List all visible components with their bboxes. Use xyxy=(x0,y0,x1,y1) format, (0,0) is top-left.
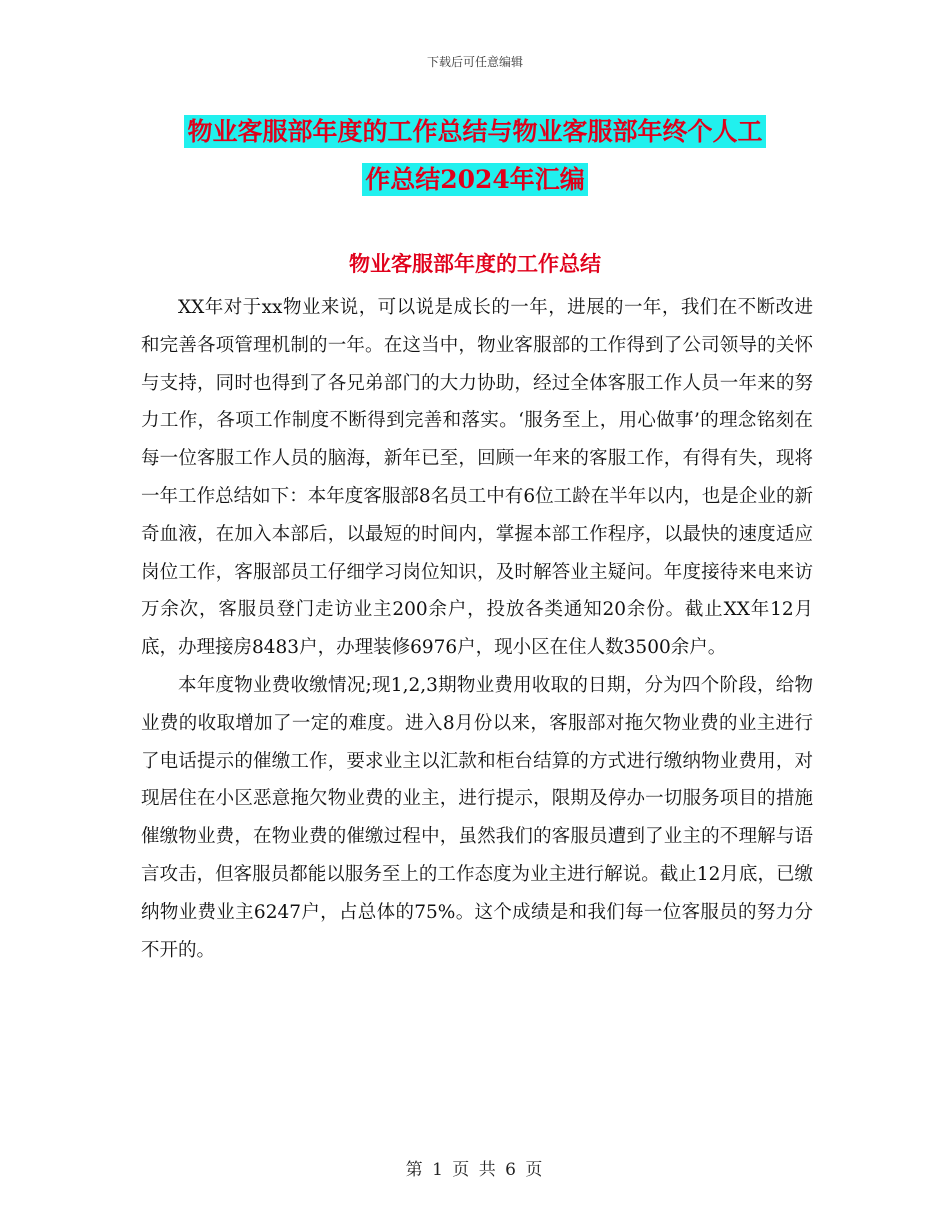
document-title-line-2-text: 作总结2024年汇编 xyxy=(362,163,588,196)
section-heading: 物业客服部年度的工作总结 xyxy=(349,251,601,276)
document-title-line-2 xyxy=(0,156,950,204)
page-footer: 第 1 页 共 6 页 xyxy=(405,1160,545,1180)
paragraph-1: XX年对于xx物业来说，可以说是成长的一年，进展的一年，我们在不断改进和完善各项管理机制的一年。在这当中，物业客服部的工作得到了公司领导的关怀与支持，同时也得到了各兄弟部门的大力协助，经过全体客服工作人员一年来的努力工作，各项工作制度不断得到完善和落实。‘服务至上，用心做事’的理念铭刻在每一位客服工作人员的脑海，新年已至，回顾一年来的客服工作，有得有失，现将一年工作总结如下：本年度客服部8名员工中有6位工龄在半年以内，也是企业的新奇血液，在加入本部后，以最短的时间内，掌握本部工作程序，以最快的速度适应岗位工作，客服部员工仔细学习岗位知识，及时解答业主疑问。年度接待来电来访万余次，客服员登门走访业主200余户，投放各类通知20余份。截止XX年12月底，办理接房8483户，办理装修6976户，现小区在住人数3500余户。 xyxy=(141,297,813,659)
document-title xyxy=(0,108,950,204)
section-body xyxy=(141,289,813,969)
paragraph-2: 本年度物业费收缴情况;现1,2,3期物业费用收取的日期，分为四个阶段，给物业费的收取增加了一定的难度。进入8月份以来，客服部对拖欠物业费的业主进行了电话提示的催缴工作，要求业主以汇款和柜台结算的方式进行缴纳物业费用，对现居住在小区恶意拖欠物业费的业主，进行提示，限期及停办一切服务项目的措施催缴物业费，在物业费的催缴过程中，虽然我们的客服员遭到了业主的不理解与语言攻击，但客服员都能以服务至上的工作态度为业主进行解说。截止12月底，已缴纳物业费业主6247户，占总体的75%。这个成绩是和我们每一位客服员的努力分不开的。 xyxy=(141,674,813,961)
document-title-line-1-text: 物业客服部年度的工作总结与物业客服部年终个人工 xyxy=(184,115,765,148)
document-title-line-1 xyxy=(0,108,950,156)
page-header: 下载后可任意编辑 xyxy=(426,55,523,69)
